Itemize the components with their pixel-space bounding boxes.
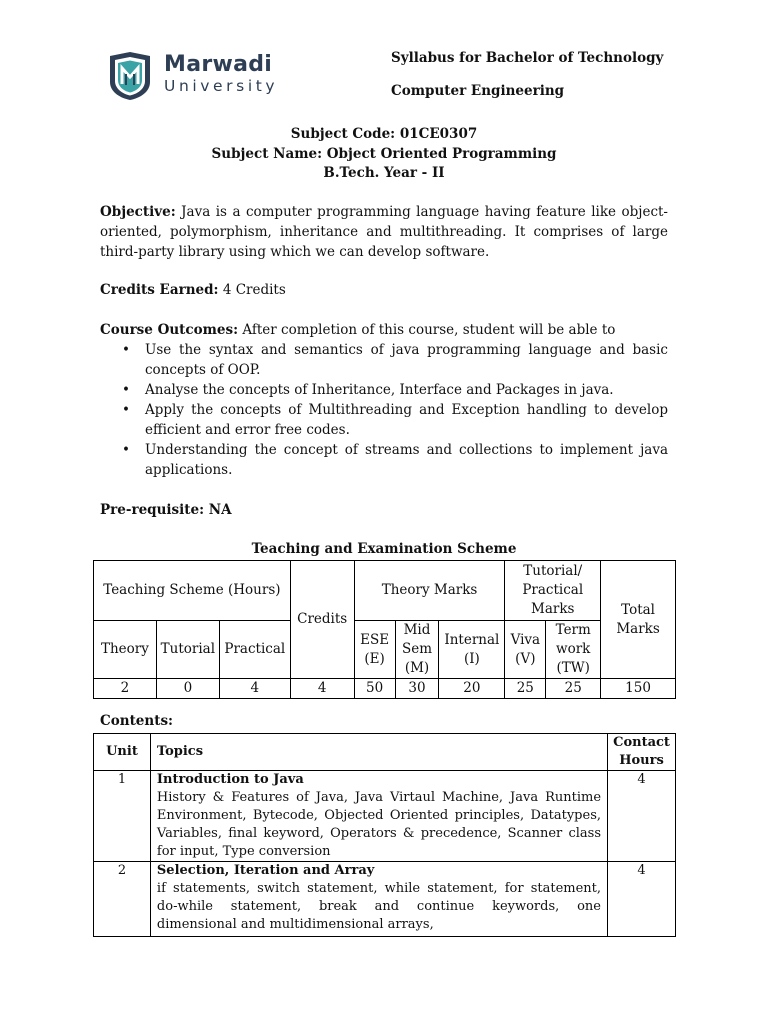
theory-marks-header: Theory Marks (354, 561, 505, 621)
unit-topics (150, 862, 607, 937)
header-line: (I) (463, 650, 480, 667)
subject-code: Subject Code: 01CE0307 (290, 126, 478, 142)
university-logo (108, 52, 308, 100)
logo-subtitle: University (164, 77, 279, 95)
credits-paragraph (100, 280, 668, 300)
total-marks-header (601, 561, 676, 679)
unit-hours: 4 (608, 862, 676, 937)
header-line: Marks (616, 620, 660, 637)
header-line: (TW) (556, 660, 590, 676)
department-title: Computer Engineering (391, 83, 565, 99)
header-line: Hours (619, 753, 664, 768)
practical-value: 4 (219, 679, 290, 699)
internal-value: 20 (439, 679, 505, 699)
scheme-table-title: Teaching and Examination Scheme (251, 541, 517, 557)
topics-header: Topics (150, 734, 607, 771)
unit-title: Selection, Iteration and Array (156, 863, 375, 878)
table-row (94, 862, 676, 937)
prerequisite: Pre-requisite: NA (100, 502, 232, 518)
scheme-table (93, 560, 676, 699)
credits-text: 4 Credits (218, 282, 286, 298)
mid-sem-header (395, 621, 439, 679)
total-marks-value: 150 (601, 679, 676, 699)
ese-value: 50 (354, 679, 395, 699)
header-line: Internal (444, 631, 500, 648)
unit-description: History & Features of Java, Java Virtaul Machine, Java Runtime Environment, Bytecode, Objected Oriented principles, Datatypes, Variables, final keyword, Operators & precedence, Scanner class for input, Type conversion (156, 790, 602, 859)
logo-name: Marwadi (164, 52, 273, 77)
header-line: Tutorial/ (523, 563, 583, 579)
shield-logo-icon (108, 52, 152, 100)
header-line: Contact (613, 735, 670, 750)
unit-header: Unit (94, 734, 151, 771)
syllabus-title: Syllabus for Bachelor of Technology (391, 50, 664, 66)
header-line: Mid (403, 622, 431, 638)
header-line: Practical (522, 582, 584, 598)
course-outcomes-text: After completion of this course, student will be able to (238, 322, 616, 338)
tutorial-practical-header (505, 561, 601, 621)
header-line: Sem (401, 641, 433, 657)
tutorial-header: Tutorial (156, 621, 219, 679)
viva-header (505, 621, 546, 679)
contact-hours-header (608, 734, 676, 771)
course-outcomes-label: Course Outcomes: (100, 322, 239, 338)
practical-header: Practical (219, 621, 290, 679)
unit-title: Introduction to Java (156, 772, 304, 787)
teaching-scheme-header: Teaching Scheme (Hours) (94, 561, 291, 621)
term-work-value: 25 (546, 679, 601, 699)
tutorial-value: 0 (156, 679, 219, 699)
unit-topics (150, 771, 607, 862)
header-line: (E) (364, 650, 385, 667)
theory-value: 2 (94, 679, 157, 699)
subject-name: Subject Name: Object Oriented Programming (211, 146, 557, 162)
mid-sem-value: 30 (395, 679, 439, 699)
header-line: Term (555, 622, 591, 638)
unit-number: 1 (94, 771, 151, 862)
contents-table (93, 733, 676, 937)
viva-value: 25 (505, 679, 546, 699)
theory-header: Theory (94, 621, 157, 679)
unit-hours: 4 (608, 771, 676, 862)
list-item: • Understanding the concept of streams and collections to implement java applications. (100, 440, 668, 480)
course-outcomes-heading (100, 320, 668, 340)
header-line: (M) (404, 660, 430, 676)
list-item: • Analyse the concepts of Inheritance, Interface and Packages in java. (100, 380, 668, 400)
ese-header (354, 621, 395, 679)
course-outcomes-list (100, 340, 668, 480)
table-row (94, 771, 676, 862)
course-year: B.Tech. Year - II (323, 165, 445, 181)
credits-value: 4 (290, 679, 354, 699)
objective-paragraph (100, 202, 668, 262)
header-line: ESE (360, 631, 390, 648)
header-line: work (556, 641, 591, 657)
header-line: Marks (531, 601, 575, 617)
header-line: Viva (510, 631, 541, 648)
header-line: Total (621, 601, 656, 618)
credits-label: Credits Earned: (100, 282, 219, 298)
internal-header (439, 621, 505, 679)
term-work-header (546, 621, 601, 679)
unit-description: if statements, switch statement, while statement, for statement, do-while statement, break and continue keywords, one dimensional and multidimensional arrays, (156, 881, 602, 932)
objective-text: Java is a computer programming language having feature like object-oriented, polymorphism, inheritance and multithreading. It comprises of large third-party library using which we can develop software. (100, 204, 668, 260)
list-item: • Use the syntax and semantics of java programming language and basic concepts of OOP. (100, 340, 668, 380)
credits-header: Credits (290, 561, 354, 679)
objective-label: Objective: (100, 204, 176, 220)
unit-number: 2 (94, 862, 151, 937)
header-line: (V) (515, 650, 536, 667)
list-item: • Apply the concepts of Multithreading and Exception handling to develop efficient and error free codes. (100, 400, 668, 440)
contents-title: Contents: (100, 713, 174, 729)
